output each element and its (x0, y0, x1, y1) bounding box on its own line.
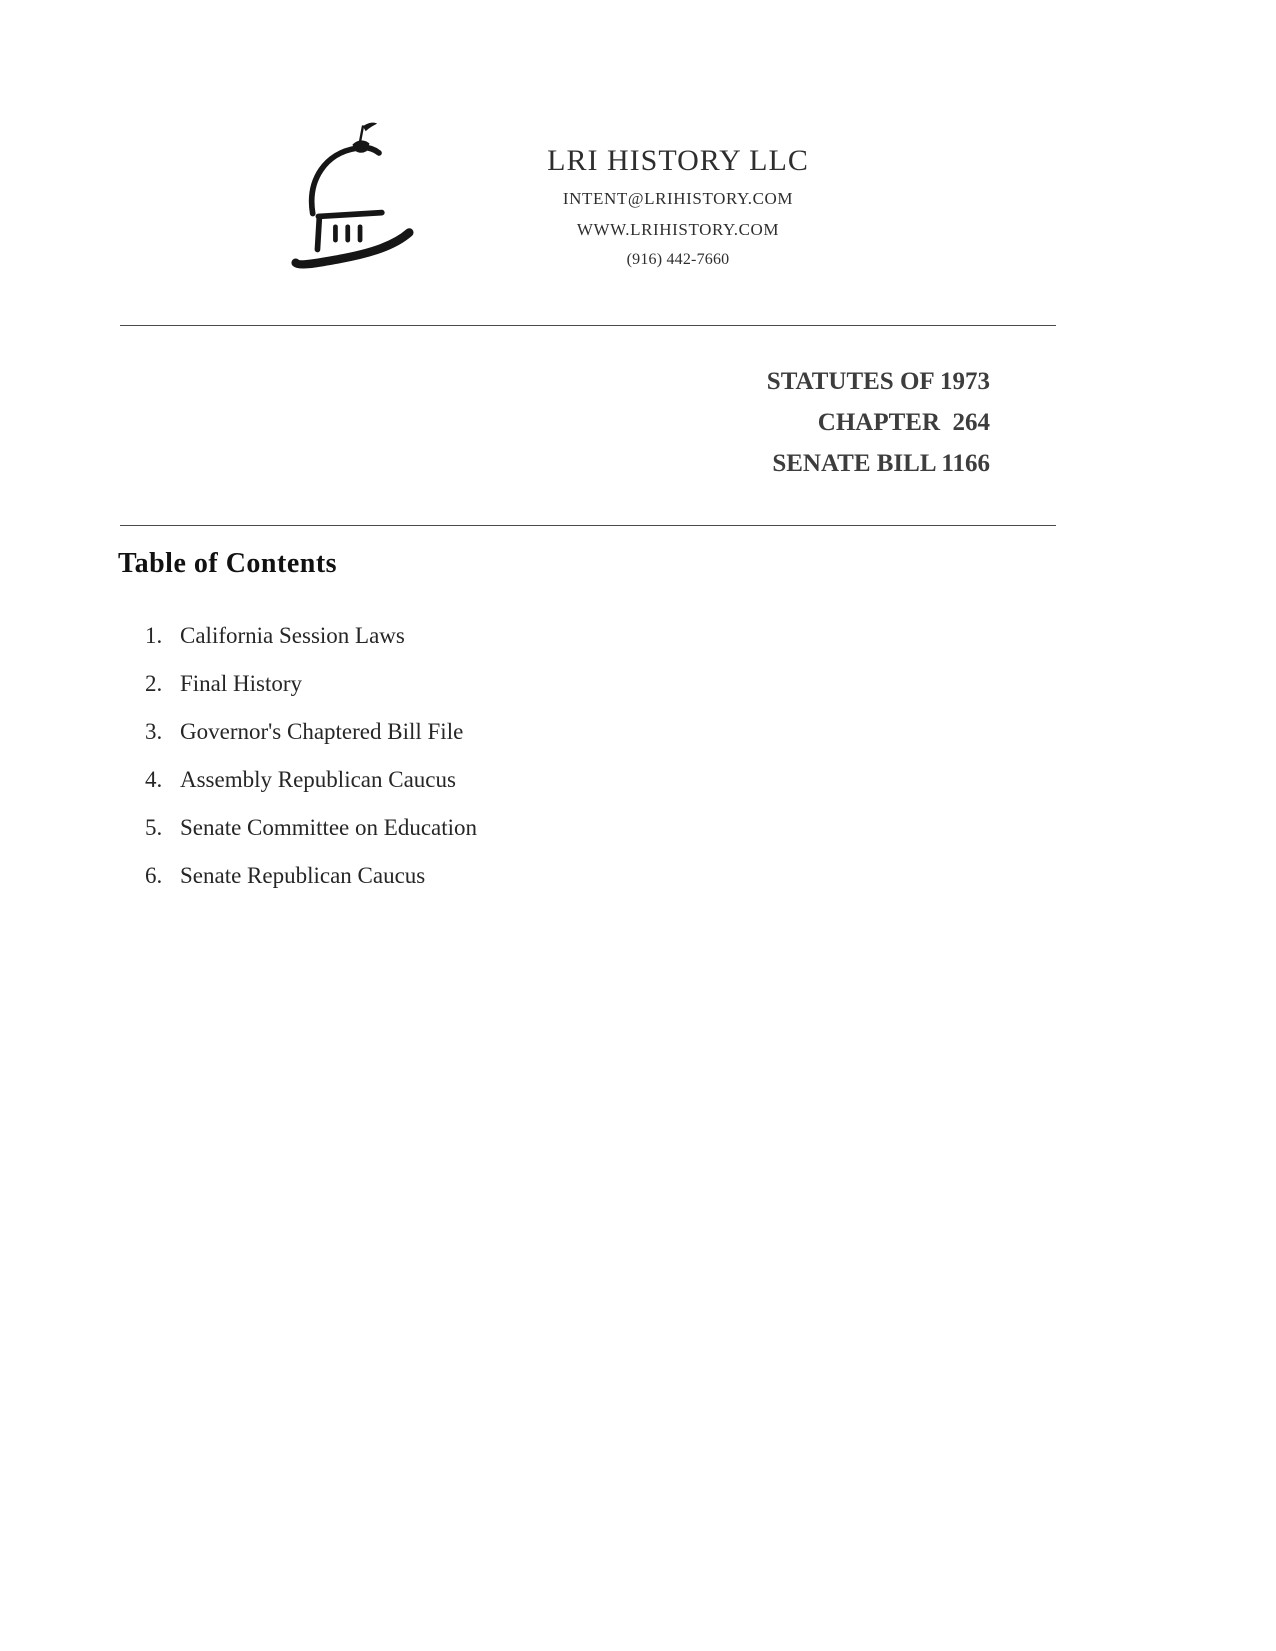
toc-item (118, 622, 918, 650)
letterhead (290, 118, 898, 276)
toc-item-number: 1. (145, 623, 163, 648)
letterhead-text (458, 118, 898, 269)
toc-item (118, 718, 918, 746)
senate-bill-line: SENATE BILL 1166 (772, 450, 990, 477)
toc-item (118, 814, 918, 842)
toc-item-number: 4. (145, 767, 163, 792)
divider-bottom (120, 525, 1056, 526)
toc-item-number: 3. (145, 719, 163, 744)
toc-item-number: 2. (145, 671, 163, 696)
chapter-line: CHAPTER 264 (817, 409, 990, 436)
divider-top (120, 325, 1056, 326)
company-website: WWW.LRIHISTORY.COM (576, 220, 780, 239)
toc-item-label: California Session Laws (180, 623, 405, 648)
toc-heading: Table of Contents (118, 548, 338, 579)
toc-item-number: 6. (145, 863, 163, 888)
toc-item-label: Final History (180, 671, 303, 696)
company-phone: (916) 442-7660 (626, 251, 730, 268)
toc-item (118, 766, 918, 794)
statute-title-block (767, 366, 990, 489)
table-of-contents (118, 548, 918, 910)
toc-item-label: Governor's Chaptered Bill File (180, 719, 464, 744)
toc-item-label: Assembly Republican Caucus (180, 767, 456, 792)
toc-item-number: 5. (145, 815, 163, 840)
toc-item-label: Senate Republican Caucus (180, 863, 426, 888)
toc-item-label: Senate Committee on Education (180, 815, 478, 840)
capitol-dome-logo-icon (290, 118, 432, 276)
company-name: LRI HISTORY LLC (547, 144, 809, 177)
toc-list (118, 622, 918, 890)
toc-item (118, 862, 918, 890)
company-email: INTENT@LRIHISTORY.COM (562, 189, 794, 208)
toc-item (118, 670, 918, 698)
statutes-year-line: STATUTES OF 1973 (766, 368, 990, 395)
